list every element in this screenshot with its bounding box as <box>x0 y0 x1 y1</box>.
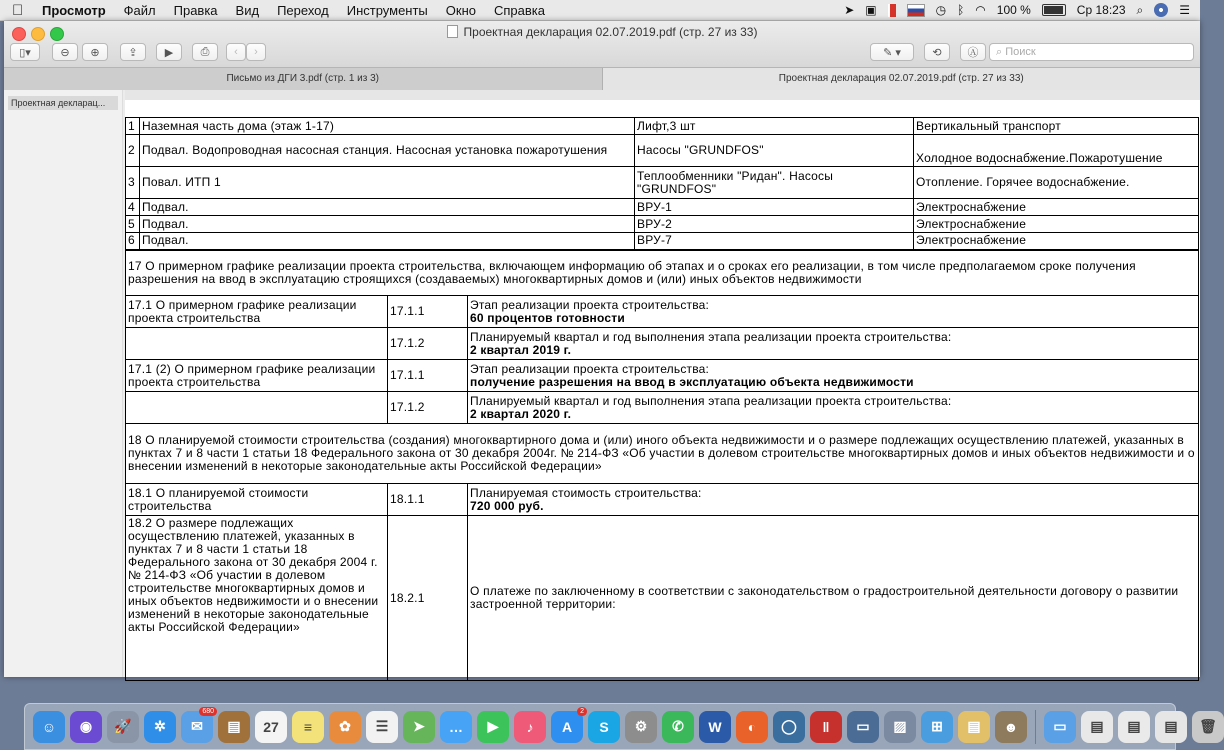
tab-bar <box>4 68 1200 91</box>
folder-app-glyph: ▤ <box>967 718 981 734</box>
section-18-header: 18 О планируемой стоимости строительства (создания) многоквартирного дома и (или) иного объекта недвижимости и о размере подлежащих осуществлению платежей, указанных в пунктах 7 и 8 части 1 статьи 18 Федерального закона от 30 декабря 2004г. № 214-ФЗ «Об участии в долевом строительстве многоквартирных домов и иных объектов недвижимости и о внесении изменений в некоторые законодательные акты Российской Федерации» <box>126 424 1199 484</box>
dock-separator <box>1035 710 1036 744</box>
skype-icon[interactable] <box>588 711 620 743</box>
markup-pen-button[interactable]: ✎ ▾ <box>870 43 914 61</box>
item-value: получение разрешения на ввод в эксплуатацию объекта недвижимости <box>470 374 914 389</box>
trash-glyph: 🗑 <box>1199 718 1217 734</box>
section-17-header: 17 О примерном графике реализации проекта строительства, включающем информацию об этапах и о сроках его реализации, в том числе предполагаемом сроке получения разрешения на ввод в эксплуатацию строящихся (создаваемых) многоквартирных домов и (или) иных объектов недвижимости <box>126 250 1199 296</box>
pdf-page <box>125 90 1200 677</box>
table-row <box>126 216 1199 233</box>
settings-icon[interactable] <box>625 711 657 743</box>
input-source-flag-icon[interactable] <box>907 4 925 17</box>
menu-go[interactable]: Переход <box>277 2 329 18</box>
row-number: 3 <box>126 167 140 199</box>
subsection-label <box>126 328 388 360</box>
item-code: 18.2.1 <box>388 516 468 681</box>
menu-view[interactable]: Вид <box>235 2 260 18</box>
table-row <box>126 516 1199 681</box>
declaration-table <box>125 117 1199 681</box>
notes-book-icon[interactable] <box>218 711 250 743</box>
preview-window <box>4 21 1200 677</box>
launchpad-glyph: 🚀 <box>114 718 132 734</box>
battery-icon[interactable] <box>1042 4 1066 16</box>
firefox-glyph: ◐ <box>747 718 757 735</box>
item-text: О платеже по заключенному в соответствии с законодательством о градостроительной деятельности договору о развитии застроенной территории: <box>468 516 1199 681</box>
graduate-glyph: ☻ <box>1003 718 1019 735</box>
rotate-button[interactable]: ⟲ <box>924 43 950 61</box>
row-number: 1 <box>126 118 140 135</box>
table-row <box>126 328 1199 360</box>
photos-glyph: ✿ <box>339 718 351 734</box>
whatsapp-icon[interactable] <box>662 711 694 743</box>
maps-glyph: ➤ <box>413 718 425 734</box>
item-value-cell <box>468 484 1199 516</box>
screenshot-app-icon[interactable]: ▣ <box>865 3 877 17</box>
finder-icon[interactable] <box>33 711 65 743</box>
folder-icon[interactable] <box>1044 711 1076 743</box>
equipment-location: Подвал. <box>140 216 635 233</box>
equipment-location: Подвал. <box>140 233 635 250</box>
row-number: 6 <box>126 233 140 250</box>
dock <box>24 703 1217 750</box>
equipment-name: ВРУ-7 <box>635 233 914 250</box>
row-number: 2 <box>126 135 140 167</box>
document-icon-3-glyph: ▤ <box>1164 718 1178 734</box>
preview-icon[interactable] <box>884 711 916 743</box>
notification-badge: 680 <box>199 707 217 716</box>
slideshow-button[interactable]: ▶ <box>156 43 182 61</box>
item-caption: Этап реализации проекта строительства: <box>470 297 710 312</box>
windows-icon[interactable] <box>921 711 953 743</box>
time-machine-icon[interactable]: ◷ <box>935 3 947 17</box>
menu-window[interactable]: Окно <box>445 2 476 18</box>
reminders-glyph: ☰ <box>375 718 389 734</box>
table-row <box>126 135 1199 167</box>
reminders-icon[interactable] <box>366 711 398 743</box>
table-row <box>126 233 1199 250</box>
menu-edit[interactable]: Правка <box>173 2 218 18</box>
stickies-glyph: ≡ <box>303 718 313 735</box>
document-view[interactable] <box>123 90 1200 677</box>
screensaver-glyph: ◯ <box>781 718 797 734</box>
item-value-cell <box>468 328 1199 360</box>
back-button[interactable]: ‹ <box>226 43 246 61</box>
photos-icon[interactable] <box>329 711 361 743</box>
appstore-glyph: A <box>561 718 573 735</box>
item-code: 17.1.1 <box>388 360 468 392</box>
siri-glyph: ◉ <box>79 718 93 734</box>
facetime-glyph: ▶ <box>487 718 499 734</box>
table-row <box>126 199 1199 216</box>
document-icon-1-glyph: ▤ <box>1090 718 1104 734</box>
sidebar-toggle-button[interactable]: ▯▾ <box>10 43 40 61</box>
folder-app-icon[interactable] <box>958 711 990 743</box>
zoom-in-button[interactable]: ⊕ <box>82 43 108 61</box>
wifi-icon[interactable]: ◠ <box>975 3 986 17</box>
safari-glyph: ✲ <box>154 718 166 734</box>
item-caption: Планируемая стоимость строительства: <box>470 485 702 500</box>
table-row <box>126 296 1199 328</box>
document-icon-1[interactable] <box>1081 711 1113 743</box>
notes-book-glyph: ▤ <box>227 718 241 734</box>
apple-menu-icon[interactable] <box>12 2 28 19</box>
item-value: 2 квартал 2019 г. <box>470 342 572 357</box>
tab-letter-dgi[interactable]: Письмо из ДГИ 3.pdf (стр. 1 из 3) <box>4 68 603 90</box>
monitor-icon[interactable] <box>847 711 879 743</box>
item-caption: Этап реализации проекта строительства: <box>470 361 710 376</box>
menu-help[interactable]: Справка <box>494 2 545 18</box>
maps-icon[interactable] <box>403 711 435 743</box>
notification-center-icon[interactable]: ☰ <box>1179 3 1190 17</box>
equipment-purpose: Электроснабжение <box>914 233 1199 250</box>
clock[interactable]: Ср 18:23 <box>1076 3 1126 17</box>
finder-glyph: ☺ <box>41 718 57 735</box>
parallels-icon[interactable] <box>810 711 842 743</box>
item-value-cell <box>468 360 1199 392</box>
word-icon[interactable] <box>699 711 731 743</box>
table-row <box>126 167 1199 199</box>
item-code: 17.1.2 <box>388 392 468 424</box>
item-code: 17.1.1 <box>388 296 468 328</box>
calendar-icon[interactable] <box>255 711 287 743</box>
equipment-name: Лифт,3 шт <box>635 118 914 135</box>
spotlight-search-icon[interactable]: ⌕ <box>1136 2 1144 17</box>
item-code: 18.1.1 <box>388 484 468 516</box>
siri-icon[interactable] <box>70 711 102 743</box>
menu-bar <box>0 0 1200 21</box>
pdf-document-icon <box>447 25 458 38</box>
status-menus <box>844 0 1190 20</box>
skype-glyph: S <box>599 718 609 735</box>
mail-icon[interactable] <box>181 707 214 743</box>
parallels-glyph: ‖ <box>822 718 830 735</box>
item-caption: Планируемый квартал и год выполнения этапа реализации проекта строительства: <box>470 393 952 408</box>
safari-icon[interactable] <box>144 711 176 743</box>
bluetooth-icon[interactable]: ᛒ <box>957 3 965 17</box>
trash-icon[interactable] <box>1192 711 1224 743</box>
item-value: 720 000 руб. <box>470 498 544 513</box>
title-bar <box>4 21 1200 68</box>
search-field[interactable]: ⌕ Поиск <box>989 43 1194 61</box>
item-value: 60 процентов готовности <box>470 310 625 325</box>
subsection-label: 17.1 О примерном графике реализации проекта строительства <box>126 296 388 328</box>
music-glyph: ♪ <box>526 718 534 735</box>
share-button[interactable]: ⇪ <box>120 43 146 61</box>
equipment-name: Теплообменники "Ридан". Насосы "GRUNDFOS" <box>635 167 914 199</box>
annotate-button[interactable]: Ⓐ <box>960 43 986 61</box>
music-icon[interactable] <box>514 711 546 743</box>
messages-icon[interactable] <box>440 711 472 743</box>
menu-file[interactable]: Файл <box>123 2 156 18</box>
equipment-purpose: Холодное водоснабжение.Пожаротушение <box>914 135 1199 167</box>
page-top-margin <box>125 90 1200 100</box>
menu-app-name[interactable]: Просмотр <box>42 2 106 18</box>
subsection-label: 18.1 О планируемой стоимости строительства <box>126 484 388 516</box>
settings-glyph: ⚙ <box>634 718 648 734</box>
document-icon-3[interactable] <box>1155 711 1187 743</box>
print-button[interactable]: ⎙ <box>192 43 218 61</box>
notification-badge: 2 <box>577 707 587 716</box>
document-icon-2[interactable] <box>1118 711 1150 743</box>
graduate-icon[interactable] <box>995 711 1027 743</box>
document-icon-2-glyph: ▤ <box>1127 718 1141 734</box>
subsection-label: 18.2 О размере подлежащих осуществлению платежей, указанных в пунктах 7 и 8 части 1 статьи 18 Федерального закона от 30 декабря 2004 г. № 214-ФЗ «Об участии в долевом строительстве многоквартирных домов и иных объектов недвижимости и о внесении изменений в некоторые законодательные акты Российской Федерации» <box>126 516 388 681</box>
equipment-location: Подвал. <box>140 199 635 216</box>
equipment-location: Наземная часть дома (этаж 1-17) <box>140 118 635 135</box>
equipment-purpose: Вертикальный транспорт <box>914 118 1199 135</box>
equipment-name: Насосы "GRUNDFOS" <box>635 135 914 167</box>
forward-button[interactable]: › <box>246 43 266 61</box>
equipment-purpose: Электроснабжение <box>914 216 1199 233</box>
windows-glyph: ⊞ <box>931 718 943 734</box>
parallels-status-icon[interactable] <box>888 4 896 17</box>
equipment-purpose: Отопление. Горячее водоснабжение. <box>914 167 1199 199</box>
firefox-icon[interactable] <box>736 711 768 743</box>
launchpad-icon[interactable] <box>107 711 139 743</box>
sidebar-item-document[interactable]: Проектная декларац... <box>8 96 118 110</box>
word-glyph: W <box>708 718 722 735</box>
equipment-purpose: Электроснабжение <box>914 199 1199 216</box>
facetime-icon[interactable] <box>477 711 509 743</box>
location-icon[interactable]: ➤ <box>844 3 855 17</box>
equipment-name: ВРУ-2 <box>635 216 914 233</box>
item-code: 17.1.2 <box>388 328 468 360</box>
section-header-row <box>126 424 1199 484</box>
equipment-location: Повал. ИТП 1 <box>140 167 635 199</box>
appstore-icon[interactable] <box>551 707 584 743</box>
item-caption: Планируемый квартал и год выполнения этапа реализации проекта строительства: <box>470 329 952 344</box>
menu-tools[interactable]: Инструменты <box>346 2 428 18</box>
subsection-label: 17.1 (2) О примерном графике реализации проекта строительства <box>126 360 388 392</box>
monitor-glyph: ▭ <box>856 718 870 734</box>
window-title: Проектная декларация 02.07.2019.pdf (стр. 27 из 33) <box>4 25 1200 39</box>
battery-percent[interactable]: 100 % <box>996 3 1031 17</box>
screensaver-icon[interactable] <box>773 711 805 743</box>
zoom-out-button[interactable]: ⊖ <box>52 43 78 61</box>
item-value-cell <box>468 392 1199 424</box>
whatsapp-glyph: ✆ <box>672 718 684 734</box>
user-avatar-icon[interactable] <box>1154 3 1168 17</box>
table-row <box>126 360 1199 392</box>
tab-project-declaration[interactable]: Проектная декларация 02.07.2019.pdf (стр. 27 из 33) <box>603 68 1201 90</box>
search-icon: ⌕ <box>996 46 1006 58</box>
table-row <box>126 484 1199 516</box>
equipment-name: ВРУ-1 <box>635 199 914 216</box>
equipment-location: Подвал. Водопроводная насосная станция. Насосная установка пожаротушения <box>140 135 635 167</box>
calendar-glyph: 27 <box>263 718 279 735</box>
row-number: 4 <box>126 199 140 216</box>
row-number: 5 <box>126 216 140 233</box>
item-value: 2 квартал 2020 г. <box>470 406 572 421</box>
table-row <box>126 118 1199 135</box>
messages-glyph: … <box>449 718 463 735</box>
table-row <box>126 392 1199 424</box>
stickies-icon[interactable] <box>292 711 324 743</box>
folder-glyph: ▭ <box>1053 718 1067 734</box>
item-value-cell <box>468 296 1199 328</box>
thumbnail-sidebar <box>4 90 123 677</box>
mail-glyph: ✉ <box>191 718 203 734</box>
section-header-row <box>126 250 1199 296</box>
preview-glyph: ▨ <box>893 718 907 734</box>
subsection-label <box>126 392 388 424</box>
